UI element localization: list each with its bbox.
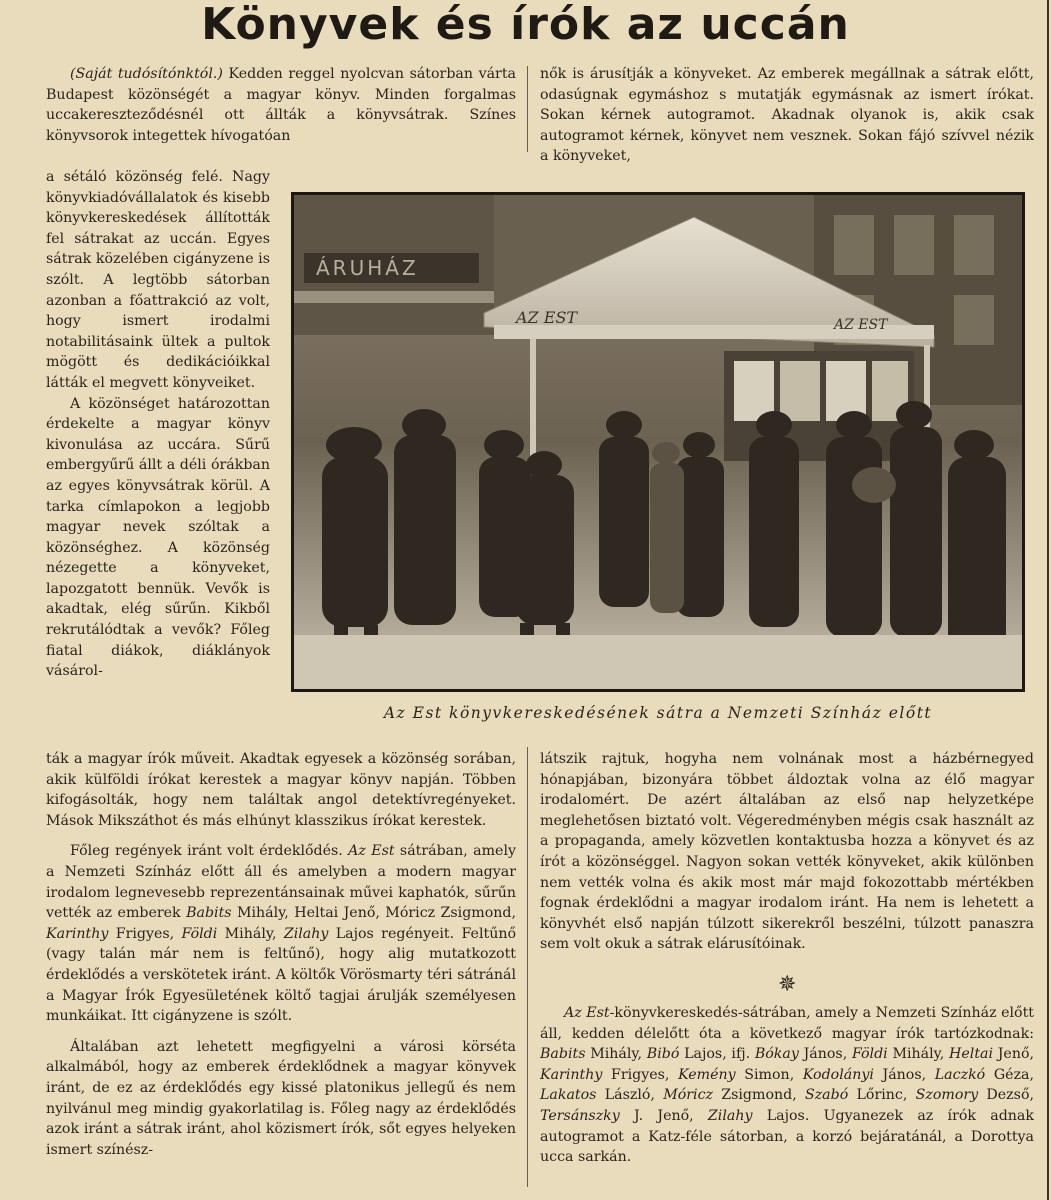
final-paragraph: Az Est-könyvkereskedés-sátrában, amely a Nemzeti Színház előtt áll, kedden délelőtt óta a következő magyar írók tartózkodnak: Babits Mihály, Bibó Lajos, ifj. Bókay János, Földi Mihály, Heltai Jenő, Karinthy Frigyes, Kemény Simon, Kodolányi János, Laczkó Géza, Lakatos László, Móricz Zsigmond, Szabó Lőrinc, Szomory Dezső, Tersánszky J. Jenő, Zilahy Lajos. Ugyanezek az írók adnak autogramot a Katz-féle sátorban, a korzó bejáratánál, a Dorottya ucca sarkán. — [540, 1005, 1035, 1166]
right-lower-paragraph: látszik rajtuk, hogyha nem volnának most a házbérnegyed hónapjában, bizonyára többet áldoztak volna az élő magyar irodalomért. De azért általában az első nap helyzetképe meglehetősen biztató volt. Végeredményben mégis csak használt az a propaganda, amely közvetlen kontaktusba hozza a könyvet és az írót a közönséggel. Nagyon sokan vették könyveket, akik különben nem vették volna és akik most már majd fokozottabb mértékben fognak érdeklődni a magyar irodalom iránt. Ha nem is lehetett a könyvhét első napján túlzott sikerekről beszélni, túlzott panaszra sem volt okuk a sátrak elárusítóinak. — [540, 751, 1034, 953]
lower-right-column — [540, 749, 1034, 955]
lower-left-column — [46, 749, 516, 1160]
store-sign: ÁRUHÁZ — [316, 256, 419, 280]
wide-paragraph-2: Főleg regények iránt volt érdeklődés. Az Est sátrában, amely a Nemzeti Színház előtt áll és amelyben a modern magyar irodalom legnevesebb reprezentánsainak művei kaphatók, sűrűn vették az emberek Babits Mihály, Heltai Jenő, Móricz Zsigmond, Karinthy Frigyes, Földi Mihály, Zilahy Lajos regényeit. Feltűnő (vagy talán már nem is feltűnő), hogy alig mutatkozott érdeklődés a verskötetek iránt. A költők Vörösmarty téri sátránál a Magyar Írók Egyesületének költő tagjai árulják személyesen munkáikat. Itt cigányzene is szólt. — [46, 843, 517, 1025]
column-rule-top — [527, 66, 528, 152]
right-top-paragraph: nők is árusítják a könyveket. Az emberek megállnak a sátrak előtt, odasúgnak egymáshoz s mutatják egymásnak az ismert írókat. Sokan kérnek autogramot. Akadnak olyanok is, akik csak autogramot kérnek, könyvet nem vesznek. Sokan fájó szívvel nézik a könyveket, — [540, 66, 1034, 165]
final-paragraph-block — [540, 1003, 1034, 1168]
column-rule-lower — [527, 747, 528, 1187]
narrow-paragraph-2: A közönséget határozottan érdekelte a magyar könyv kivonulása az uccára. Sűrű embergyűrű állt a déli órákban az egyes könyvsátrak körül. A tarka címlapokon a legjobb magyar nevek szóltak a közönséghez. A közönség nézegette a könyveket, lapozgatott bennük. Vevők is akadtak, elég sűrűn. Kikből rekrutálódtak a vevők? Főleg fiatal diákok, diáklányok vásárol- — [46, 395, 270, 680]
photo-caption: Az Est könyvkereskedésének sátra a Nemzeti Színház előtt — [383, 704, 933, 722]
headline: Könyvek és írók az uccán — [201, 0, 850, 50]
wide-paragraph-3: Általában azt lehetett megfigyelni a városi körséta alkalmából, hogy az emberek érdeklődnek a magyar könyvek iránt, de ez az érdeklődés egy kissé platonikus jellegű és nem nyilvánul meg mindig gyakorlatilag is. Főleg nagy az érdeklődés azok iránt a sátrak iránt, ahol közismert írók, sőt egyes helyeken ismert színész- — [46, 1038, 516, 1158]
narrow-column — [46, 167, 270, 682]
right-top-column — [540, 64, 1034, 167]
tent-label-left: AZ EST — [516, 308, 578, 327]
intro-text: Kedden reggel nyolcvan sátorban várta Budapest közönségét a magyar könyv. Minden forgalmas uccakereszteződésnél ott állták a könyvsátrak. Színes könyvsorok integettek hívogatóan — [46, 66, 516, 144]
tent-label-right: AZ EST — [834, 317, 888, 333]
street-photo — [291, 192, 1025, 692]
page-edge — [1047, 0, 1049, 1200]
narrow-paragraph-1: a sétáló közönség felé. Nagy könyvkiadóvállalatok és kisebb könyvkereskedések állították fel sátrakat az uccán. Egyes sátrak közelében cigányzene is szólt. A legtöbb sátorban azonban a főattrakció az volt, hogy ismert irodalmi notabilitásaink ültek a pultok mögött és dedikációikkal látták el megvett könyveiket. — [46, 169, 270, 391]
intro-paragraph — [46, 64, 516, 146]
byline: (Saját tudósítónktól.) — [70, 66, 223, 82]
wide-paragraph-1: ták a magyar írók műveit. Akadtak egyesek a közönség sorában, akik külföldi írókat kerestek a magyar könyv napján. Többen kifogásolták, hogy nem találtak angol detektívregényeket. Mások Mikszáthot és más elhúnyt klasszikus írókat kerestek. — [46, 751, 516, 829]
separator-star: ✵ — [778, 972, 797, 997]
